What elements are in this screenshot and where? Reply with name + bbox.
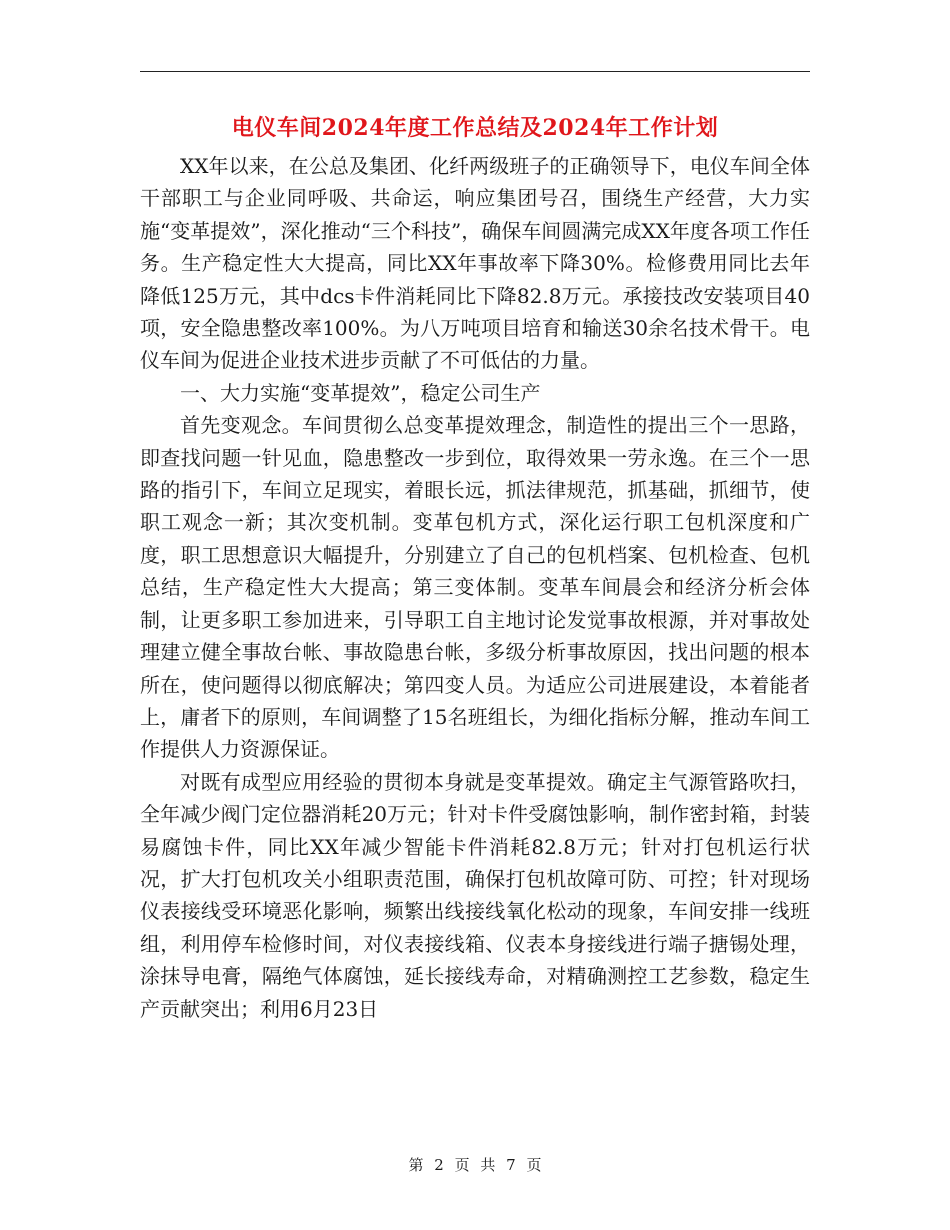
document-title: 电仪车间2024年度工作总结及2024年工作计划 [231, 115, 719, 141]
header-rule [140, 71, 810, 72]
paragraph-change-concepts: 首先变观念。车间贯彻么总变革提效理念，制造性的提出三个一思路，即查找问题一针见血，隐患整改一步到位，取得效果一劳永逸。在三个一思路的指引下，车间立足现实，着眼长远，抓法律规范，抓基础，抓细节，使职工观念一新；其次变机制。变革包机方式，深化运行职工包机深度和广度，职工思想意识大幅提升，分别建立了自己的包机档案、包机检查、包机总结，生产稳定性大大提高；第三变体制。变革车间晨会和经济分析会体制，让更多职工参加进来，引导职工自主地讨论发觉事故根源，并对事故处理建立健全事故台帐、事故隐患台帐，多级分析事故原因，找出问题的根本所在，使问题得以彻底解决；第四变人员。为适应公司进展建设，本着能者上，庸者下的原则，车间调整了15名班组长，为细化指标分解，推动车间工作提供人力资源保证。 [140, 413, 810, 762]
paragraph-applied-experience: 对既有成型应用经验的贯彻本身就是变革提效。确定主气源管路吹扫，全年减少阀门定位器消耗20万元；针对卡件受腐蚀影响，制作密封箱，封装易腐蚀卡件，同比XX年减少智能卡件消耗82.8万元；针对打包机运行状况，扩大打包机攻关小组职责范围，确保打包机故障可防、可控；针对现场仪表接线受环境恶化影响，频繁出线接线氧化松动的现象，车间安排一线班组，利用停车检修时间，对仪表接线箱、仪表本身接线进行端子搪锡处理，涂抹导电膏，隔绝气体腐蚀，延长接线寿命，对精确测控工艺参数，稳定生产贡献突出；利用6月23日 [140, 769, 810, 1021]
document-body [140, 150, 810, 1025]
section-heading-1: 一、大力实施“变革提效”，稳定公司生产 [180, 380, 541, 405]
paragraph-intro: XX年以来，在公总及集团、化纤两级班子的正确领导下，电仪车间全体干部职工与企业同呼吸、共命运，响应集团号召，围绕生产经营，大力实施“变革提效”，深化推动“三个科技”，确保车间圆满完成XX年度各项工作任务。生产稳定性大大提高，同比XX年事故率下降30%。检修费用同比去年降低125万元，其中dcs卡件消耗同比下降82.8万元。承接技改安装项目40项，安全隐患整改率100%。为八万吨项目培育和输送30余名技术骨干。电仪车间为促进企业技术进步贡献了不可低估的力量。 [140, 154, 810, 373]
page-number-footer: 第 2 页 共 7 页 [408, 1156, 542, 1174]
